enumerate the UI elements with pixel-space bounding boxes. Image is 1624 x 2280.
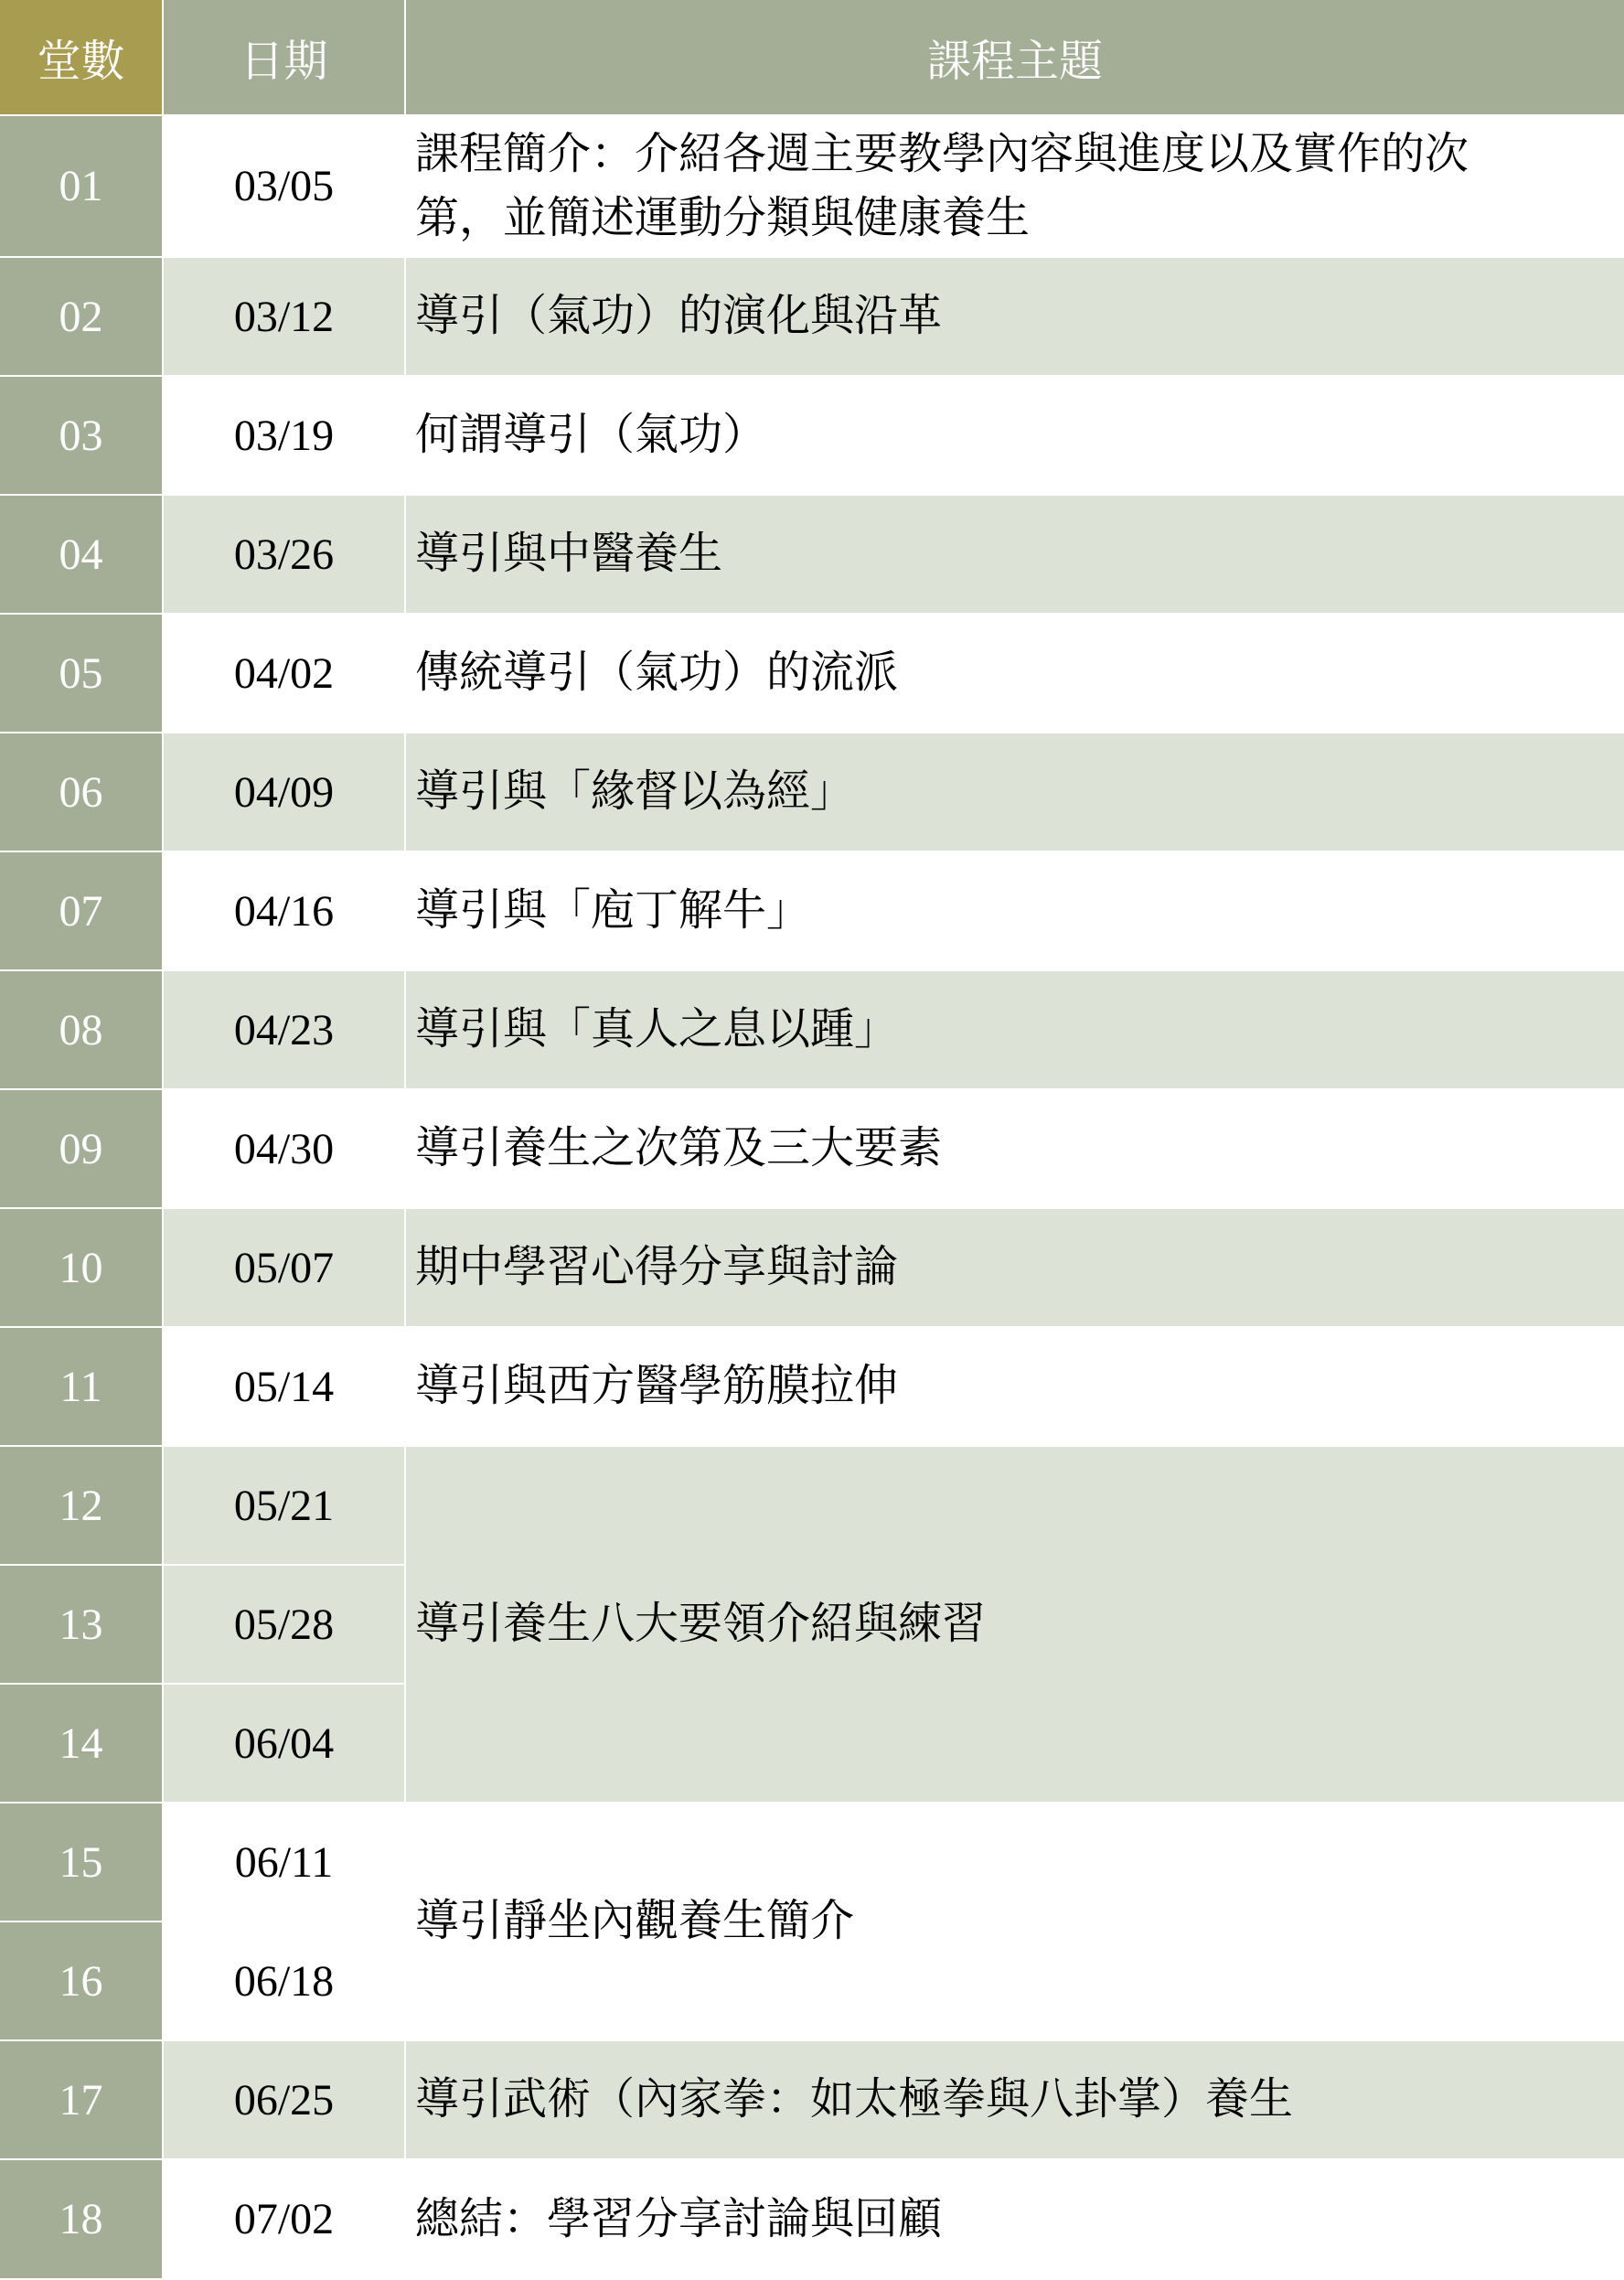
lesson-number-cell: 03	[0, 376, 163, 495]
lesson-number-cell: 12	[0, 1446, 163, 1565]
date-cell: 07/02	[163, 2159, 405, 2278]
lesson-number-cell: 10	[0, 1208, 163, 1327]
date-cell: 03/19	[163, 376, 405, 495]
table-row	[0, 1089, 1624, 1208]
topic-cell: 導引與「緣督以為經」	[405, 733, 1624, 851]
table-row	[0, 733, 1624, 851]
date-cell: 04/02	[163, 614, 405, 733]
table-row	[0, 851, 1624, 970]
date-cell: 04/30	[163, 1089, 405, 1208]
table-row	[0, 376, 1624, 495]
date-cell: 06/25	[163, 2040, 405, 2159]
date-cell: 04/09	[163, 733, 405, 851]
topic-cell: 導引（氣功）的演化與沿革	[405, 257, 1624, 376]
topic-cell: 導引與「真人之息以踵」	[405, 970, 1624, 1089]
date-cell: 05/14	[163, 1327, 405, 1446]
date-cell: 06/11	[163, 1803, 405, 1921]
date-cell: 06/04	[163, 1684, 405, 1803]
date-cell: 06/18	[163, 1921, 405, 2040]
lesson-number-cell: 04	[0, 495, 163, 614]
table-row	[0, 614, 1624, 733]
lesson-number-cell: 07	[0, 851, 163, 970]
table-row	[0, 2159, 1624, 2278]
topic-cell: 課程簡介：介紹各週主要教學內容與進度以及實作的次第，並簡述運動分類與健康養生	[405, 115, 1624, 257]
lesson-number-cell: 11	[0, 1327, 163, 1446]
topic-cell: 總結：學習分享討論與回顧	[405, 2159, 1624, 2278]
lesson-number-cell: 08	[0, 970, 163, 1089]
date-cell: 04/16	[163, 851, 405, 970]
table-row	[0, 2040, 1624, 2159]
lesson-number-cell: 16	[0, 1921, 163, 2040]
date-cell: 03/05	[163, 115, 405, 257]
date-cell: 03/12	[163, 257, 405, 376]
lesson-number-cell: 17	[0, 2040, 163, 2159]
date-cell: 05/21	[163, 1446, 405, 1565]
date-cell: 04/23	[163, 970, 405, 1089]
topic-cell: 導引養生之次第及三大要素	[405, 1089, 1624, 1208]
topic-cell: 傳統導引（氣功）的流派	[405, 614, 1624, 733]
lesson-number-cell: 05	[0, 614, 163, 733]
table-row	[0, 1803, 1624, 1921]
table-row	[0, 1208, 1624, 1327]
date-cell: 05/28	[163, 1565, 405, 1684]
table-row	[0, 1446, 1624, 1565]
lesson-number-cell: 09	[0, 1089, 163, 1208]
column-header-topic: 課程主題	[405, 0, 1624, 115]
topic-cell-merged: 導引養生八大要領介紹與練習	[405, 1446, 1624, 1803]
date-cell: 03/26	[163, 495, 405, 614]
lesson-number-cell: 02	[0, 257, 163, 376]
lesson-number-cell: 15	[0, 1803, 163, 1921]
table-row	[0, 970, 1624, 1089]
column-header-date: 日期	[163, 0, 405, 115]
date-cell: 05/07	[163, 1208, 405, 1327]
column-header-lesson-number: 堂數	[0, 0, 163, 115]
lesson-number-cell: 14	[0, 1684, 163, 1803]
table-row	[0, 1327, 1624, 1446]
lesson-number-cell: 13	[0, 1565, 163, 1684]
topic-cell: 期中學習心得分享與討論	[405, 1208, 1624, 1327]
topic-cell-merged: 導引靜坐內觀養生簡介	[405, 1803, 1624, 2040]
lesson-number-cell: 01	[0, 115, 163, 257]
table-row	[0, 115, 1624, 257]
table-row	[0, 257, 1624, 376]
topic-cell: 導引與「庖丁解牛」	[405, 851, 1624, 970]
topic-cell: 導引與西方醫學筋膜拉伸	[405, 1327, 1624, 1446]
topic-cell: 導引與中醫養生	[405, 495, 1624, 614]
lesson-number-cell: 06	[0, 733, 163, 851]
topic-cell: 何謂導引（氣功）	[405, 376, 1624, 495]
topic-cell: 導引武術（內家拳：如太極拳與八卦掌）養生	[405, 2040, 1624, 2159]
header-row	[0, 0, 1624, 115]
table-row	[0, 495, 1624, 614]
lesson-number-cell: 18	[0, 2159, 163, 2278]
